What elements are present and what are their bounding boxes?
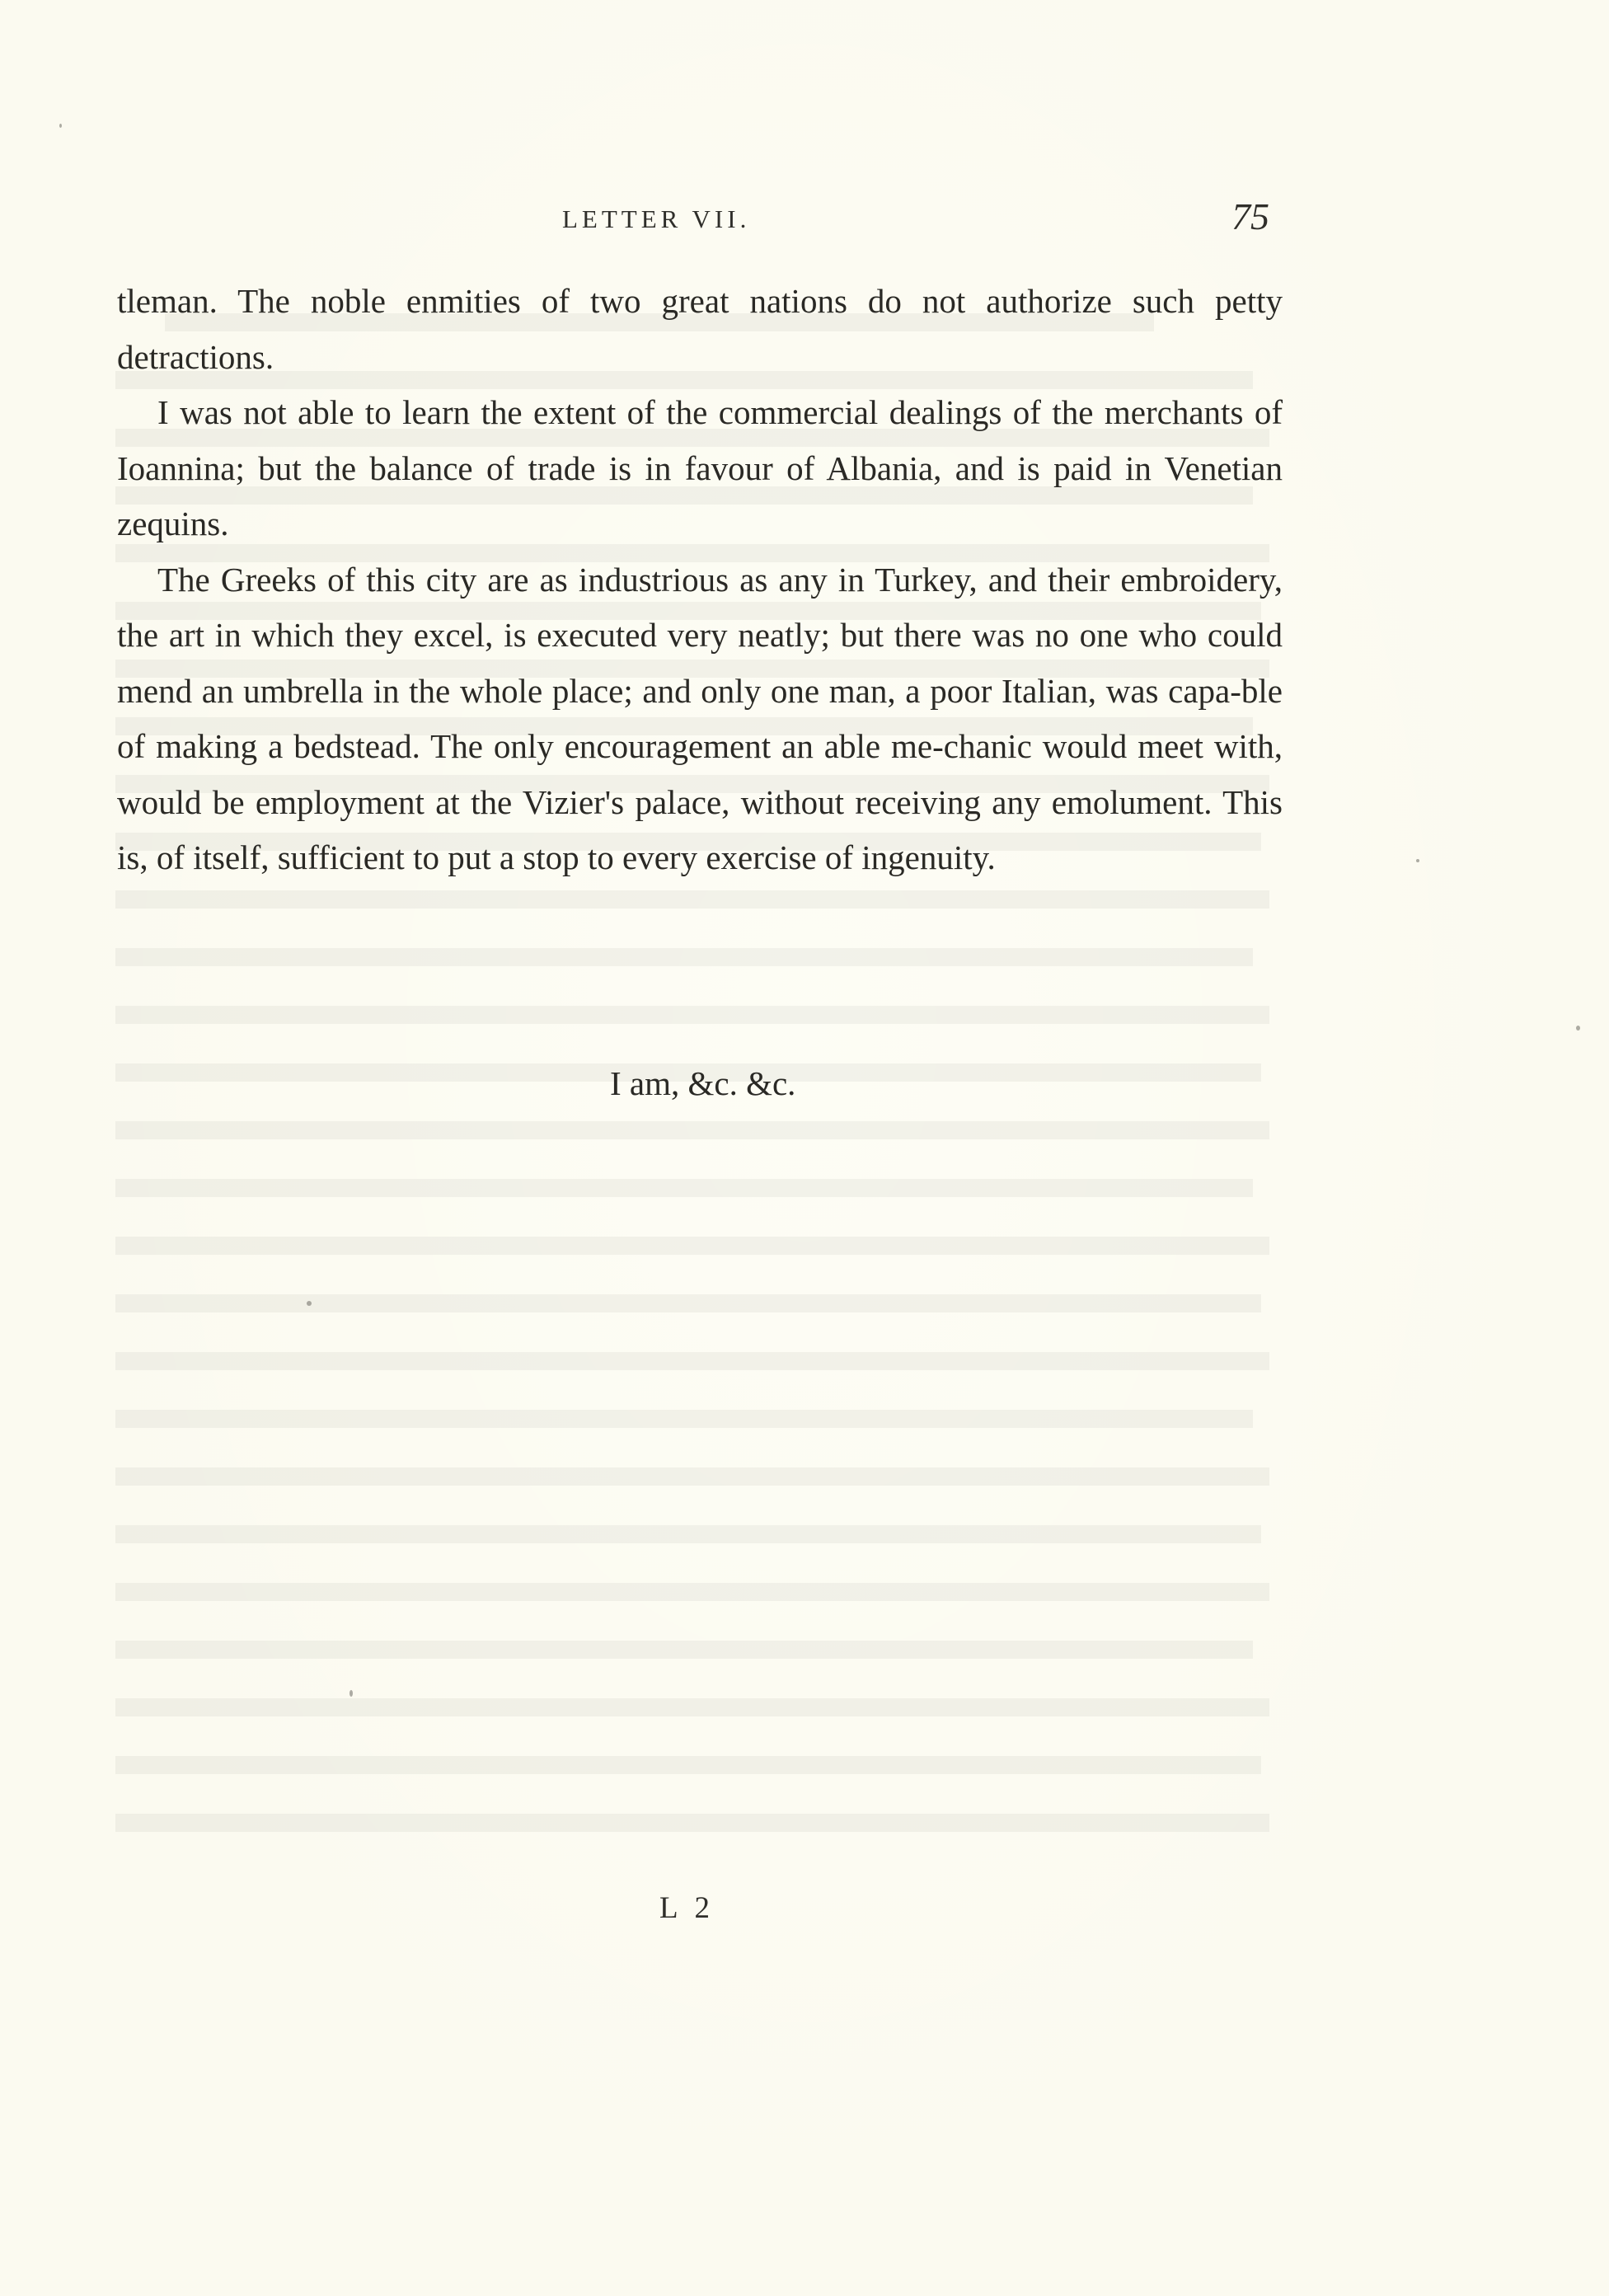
ink-speck: [59, 124, 62, 128]
running-head-title: LETTER VII.: [562, 204, 751, 233]
ink-speck: [1416, 859, 1419, 862]
body-text: [117, 274, 1283, 886]
paragraph-continuation: tleman. The noble enmities of two great nations do not authorize such petty detractions.: [117, 282, 1283, 376]
ink-speck: [1576, 1026, 1580, 1031]
page-number: 75: [1231, 195, 1269, 237]
signature-mark: L 2: [659, 1891, 715, 1925]
paragraph-commerce: I was not able to learn the extent of the commercial dealings of the merchants of Ioannina; but the balance of trade is in favour of Albania, and is paid in Venetian zequins.: [117, 393, 1283, 542]
ink-speck: [307, 1301, 312, 1306]
paragraph-industry: The Greeks of this city are as industrious as any in Turkey, and their embroidery, the art in which they excel, is executed very neatly; but there was no one who could mend an umbrella in the whole place; and only one man, a poor Italian, was capa-ble of making a bedstead. The only encouragement an able me-chanic would meet with, would be employment at the Vizier's palace, without receiving any emolument. This is, of itself, sufficient to put a stop to every exercise of ingenuity.: [117, 560, 1283, 876]
running-head: [0, 196, 1609, 246]
letter-closing: I am, &c. &c.: [610, 1064, 796, 1102]
ink-speck: [349, 1690, 353, 1697]
